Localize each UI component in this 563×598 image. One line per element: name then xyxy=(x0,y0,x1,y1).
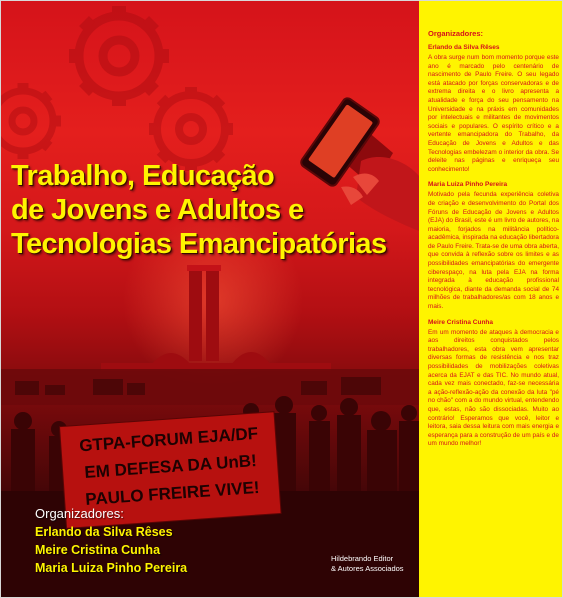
back-heading: Organizadores: xyxy=(428,29,484,38)
book-title xyxy=(11,159,411,261)
back-section-name: Meire Cristina Cunha xyxy=(428,318,494,326)
organizers-label: Organizadores: xyxy=(35,506,124,521)
title-line-1: Trabalho, Educação xyxy=(11,160,275,192)
publisher-line: Hildebrando Editor xyxy=(331,554,394,563)
organizer-name: Maria Luiza Pinho Pereira xyxy=(35,561,188,575)
gear-icon xyxy=(69,6,169,106)
back-section-text: A obra surge num bom momento porque este ano é marcado pelo centenário de nascimento de Paulo Freire. O seu legado está atacado por forças conservadoras e de extrema direita e o livro apresenta a atualidade e força do seu pensamento na Universidade e na práxis em comunidades por intelectuais e militantes de movimentos sociais e populares. O espírito crítico e a vertente emancipadora do Trabalho, da Educação de Jovens e Adultos e das Tecnologias embelezam o interior da obra. Se deleite nas páginas e enriqueça seu conhecimento! xyxy=(428,54,559,173)
title-line-2: de Jovens e Adultos e xyxy=(11,194,304,226)
back-section-text: Motivado pela fecunda experiência coletiva de criação e desenvolvimento do Portal dos Fóruns de Educação de Jovens e Adultos (EJA) do Brasil, este é um livro de autores, na maioria, forjados na militância político-acadêmica, inspirada na educação libertadora de Paulo Freire. Trata-se de uma obra aberta, que convida à reflexão sobre os limites e as possibilidades emancipatórias do emergente ciberespaço, na luta pela EJA na forma integrada à educação profissional tecnológica, diante da demanda social de 74 milhões de trabalhadores/as com 18 anos e mais. xyxy=(428,191,559,311)
back-panel xyxy=(419,1,563,598)
organizer-name: Erlando da Silva Rêses xyxy=(35,525,173,539)
back-section-name: Erlando da Silva Rêses xyxy=(428,44,500,51)
banner-line-1: GTPA-FORUM EJA/DF xyxy=(78,423,259,456)
back-section-name: Maria Luiza Pinho Pereira xyxy=(428,181,508,189)
banner-line-2: EM DEFESA DA UnB! xyxy=(83,451,258,483)
front-organizers xyxy=(35,506,285,577)
front-cover xyxy=(1,1,419,598)
organizer-name: Meire Cristina Cunha xyxy=(35,543,161,557)
title-line-3: Tecnologias Emancipatórias xyxy=(11,228,387,260)
back-section-text: Em um momento de ataques à democracia e aos direitos conquistados pelos trabalhadores, esta obra vem apresentar diversas formas de resistência e nos traz possibilidades de mobilizações coletivas acerca da EJAT e das TIC. No mundo atual, cada vez mais conectado, faz-se necessária a ação-reflexão-ação da conexão da luta "pé no chão" com a do mundo virtual, entendendo que, estas, não são dissociadas. Muito ao contrário! Esperamos que você, leitor e leitora, saia dessa leitura com mais energia e esperança para a construção de um país e de um mundo melhor! xyxy=(428,328,559,448)
gear-icon xyxy=(1,83,61,159)
publisher xyxy=(331,554,417,574)
publisher-line: & Autores Associados xyxy=(331,564,404,573)
banner-line-3: PAULO FREIRE VIVE! xyxy=(84,477,261,510)
